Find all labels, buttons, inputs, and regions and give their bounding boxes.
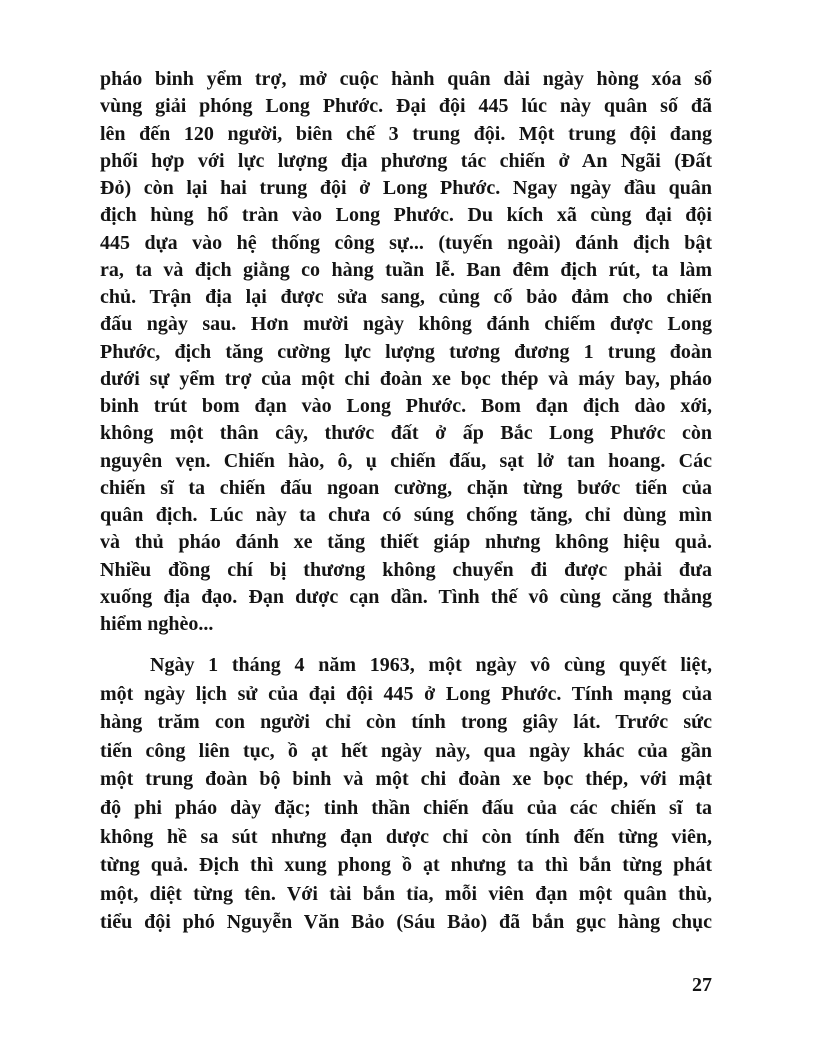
text-line: tiểu đội phó Nguyễn Văn Bảo (Sáu Bảo) đã bắn gục hàng chục [100,911,712,934]
text-line: Đỏ) còn lại hai trung đội ở Long Phước. Ngay ngày đầu quân [100,177,712,199]
paragraph [100,66,712,638]
text-line: hiểm nghèo... [100,613,214,635]
text-line: 445 dựa vào hệ thống công sự... (tuyến ngoài) đánh địch bật [100,231,712,254]
text-line: lên đến 120 người, biên chế 3 trung đội. Một trung đội đang [100,122,712,145]
text-line: một ngày lịch sử của đại đội 445 ở Long Phước. Tính mạng của [100,682,712,705]
text-line: chiến sĩ ta chiến đấu ngoan cường, chặn từng bước tiến của [100,476,712,499]
text-line: không hề sa sút nhưng đạn dược chỉ còn tính đến từng viên, [100,825,712,848]
text-line: độ phi pháo dày đặc; tinh thần chiến đấu của các chiến sĩ ta [100,796,712,819]
text-line: vùng giải phóng Long Phước. Đại đội 445 lúc này quân số đã [100,95,712,118]
text-line: và thủ pháo đánh xe tăng thiết giáp nhưng không hiệu quả. [100,531,712,554]
text-line: không một thân cây, thước đất ở ấp Bắc Long Phước còn [100,422,712,445]
paragraph [100,651,712,937]
text-line: ra, ta và địch giằng co hàng tuần lễ. Ban đêm địch rút, ta làm [100,258,712,281]
text-line: xuống địa đạo. Đạn dược cạn dần. Tình thế vô cùng căng thẳng [100,585,712,608]
text-line: một trung đoàn bộ binh và một chi đoàn xe bọc thép, với mật [100,768,712,791]
text-line: pháo binh yểm trợ, mở cuộc hành quân dài ngày hòng xóa sổ [100,68,712,90]
text-line: địch hùng hổ tràn vào Long Phước. Du kích xã cùng đại đội [100,204,712,227]
text-line: phối hợp với lực lượng địa phương tác chiến ở An Ngãi (Đất [100,149,712,172]
text-line: quân địch. Lúc này ta chưa có súng chống tăng, chỉ dùng mìn [100,504,712,526]
text-line: tiến công liên tục, ồ ạt hết ngày này, qua ngày khác của gần [100,739,712,762]
text-line: Ngày 1 tháng 4 năm 1963, một ngày vô cùng quyết liệt, [150,654,712,676]
text-line: Nhiều đồng chí bị thương không chuyển đi được phải đưa [100,558,712,581]
text-line: hàng trăm con người chỉ còn tính trong giây lát. Trước sức [100,711,712,734]
text-line: đấu ngày sau. Hơn mười ngày không đánh chiếm được Long [100,313,712,336]
text-line: dưới sự yểm trợ của một chi đoàn xe bọc thép và máy bay, pháo [100,367,712,390]
text-line: nguyên vẹn. Chiến hào, ô, ụ chiến đấu, sạt lở tan hoang. Các [100,449,712,472]
text-line: một, diệt từng tên. Với tài bắn tỉa, mỗi viên đạn một quân thù, [100,882,712,905]
text-line: từng quả. Địch thì xung phong ồ ạt nhưng ta thì bắn từng phát [100,854,712,877]
text-line: binh trút bom đạn vào Long Phước. Bom đạn địch dào xới, [100,395,712,417]
text-line: chủ. Trận địa lại được sửa sang, củng cố bảo đảm cho chiến [100,286,712,308]
text-line: Phước, địch tăng cường lực lượng tương đương 1 trung đoàn [100,340,712,363]
page-number: 27 [692,974,712,996]
